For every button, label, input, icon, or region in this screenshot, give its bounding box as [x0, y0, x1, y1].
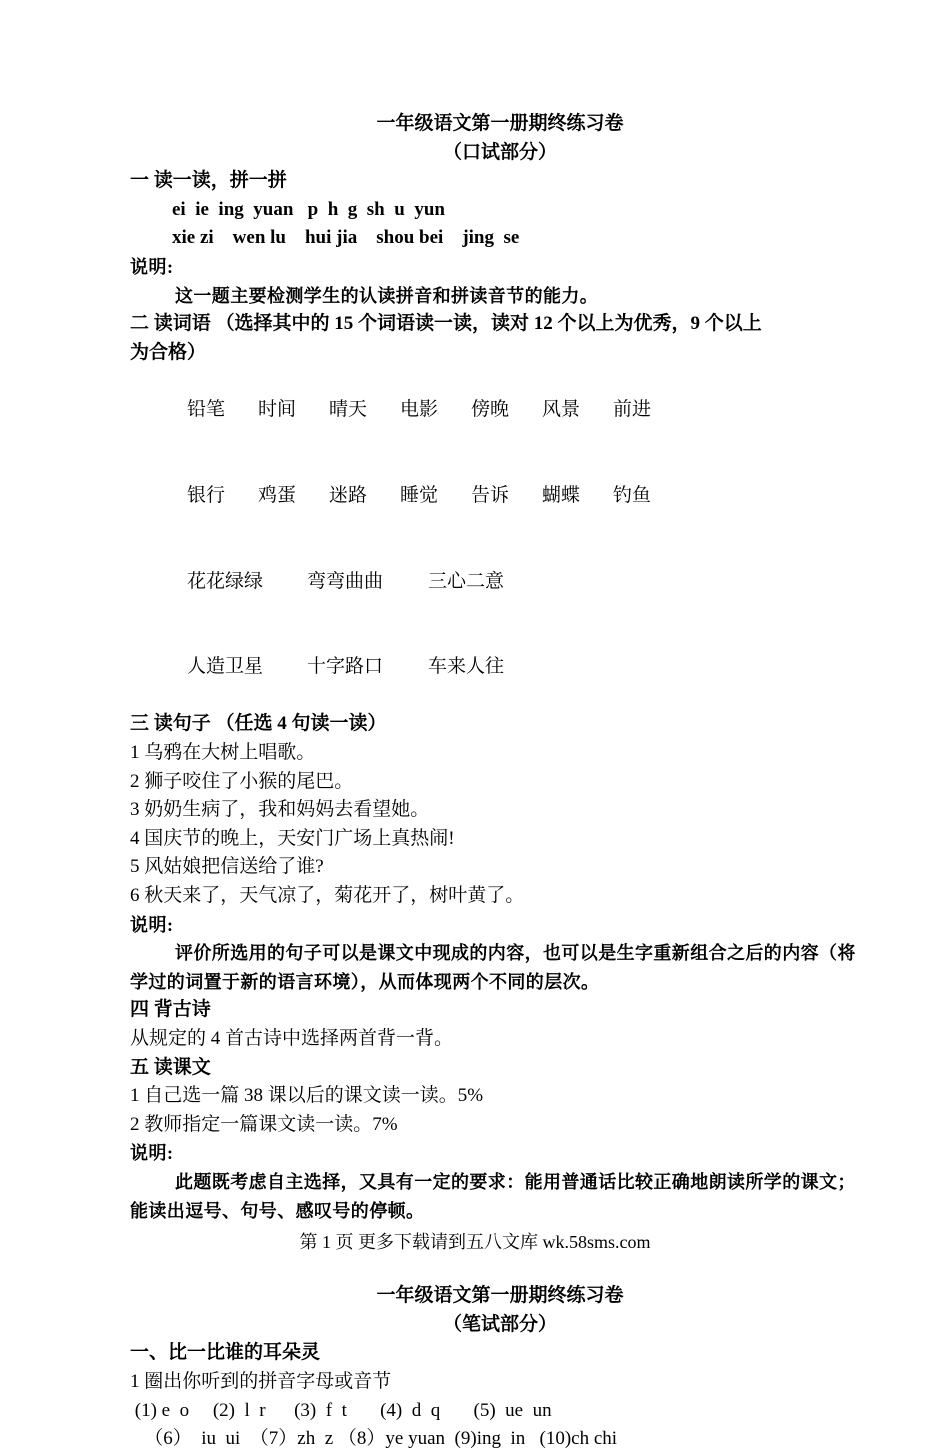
section-1-heading: 一 读一读，拼一拼	[130, 170, 287, 192]
pinyin-options-line-1: (1) e o (2) l r (3) f t (4) d q (5) ue un	[130, 1399, 552, 1421]
section-3-heading: 三 读句子 （任选 4 句读一读）	[130, 713, 387, 735]
word: 十字路口	[307, 656, 384, 678]
section-2-heading-cont: 为合格）	[130, 341, 207, 363]
sentence: 2 狮子咬住了小猴的尾巴。	[130, 770, 354, 792]
note-label: 说明:	[130, 256, 174, 277]
section-5-heading: 五 读课文	[130, 1056, 211, 1078]
word: 晴天	[329, 398, 368, 420]
word: 迷路	[329, 484, 368, 506]
word: 电影	[400, 398, 439, 420]
written-section-1-heading: 一、比一比谁的耳朵灵	[130, 1342, 321, 1364]
section-5-item: 1 自己选一篇 38 课以后的课文读一读。5%	[130, 1085, 484, 1107]
word-row-1	[130, 367, 870, 453]
pinyin-options-line-2: （6） iu ui （7）zh z （8）ye yuan (9)ing in (10)ch chi	[130, 1428, 618, 1450]
pinyin-line-1: ei ie ing yuan p h g sh u yun	[172, 198, 445, 220]
section-4-heading: 四 背古诗	[130, 999, 211, 1021]
oral-title: 一年级语文第一册期终练习卷	[376, 113, 624, 134]
word-row-4	[130, 625, 870, 711]
note-label: 说明:	[130, 1143, 174, 1164]
word: 睡觉	[400, 484, 439, 506]
word: 蝴蝶	[542, 484, 581, 506]
word: 钓鱼	[613, 484, 652, 506]
word: 前进	[613, 398, 652, 420]
sentence: 4 国庆节的晚上，天安门广场上真热闹!	[130, 827, 455, 849]
page-footer: 第 1 页 更多下载请到五八文库 wk.58sms.com	[299, 1232, 651, 1252]
word: 弯弯曲曲	[307, 570, 384, 592]
written-question-1: 1 圈出你听到的拼音字母或音节	[130, 1370, 392, 1392]
note-text: 评价所选用的句子可以是课文中现成的内容，也可以是生字重新组合之后的内容（将学过的词置于新的语言环境），从而体现两个不同的层次。	[130, 943, 856, 992]
word: 三心二意	[428, 570, 505, 592]
word: 银行	[187, 484, 226, 506]
note-text: 这一题主要检测学生的认读拼音和拼读音节的能力。	[175, 285, 599, 306]
section-4-text: 从规定的 4 首古诗中选择两首背一背。	[130, 1028, 454, 1049]
pinyin-line-2: xie zi wen lu hui jia shou bei jing se	[172, 227, 520, 249]
word: 花花绿绿	[187, 570, 264, 592]
word: 风景	[542, 398, 581, 420]
word-row-2	[130, 453, 870, 539]
word: 车来人往	[428, 656, 505, 678]
note-text: 此题既考虑自主选择，又具有一定的要求：能用普通话比较正确地朗读所学的课文；能读出逗号、句号、感叹号的停顿。	[130, 1171, 856, 1221]
word-row-3	[130, 539, 870, 625]
written-title: 一年级语文第一册期终练习卷	[376, 1285, 624, 1307]
sentence: 1 乌鸦在大树上唱歌。	[130, 742, 316, 764]
word: 铅笔	[187, 398, 226, 420]
oral-subtitle: （口试部分）	[442, 141, 557, 163]
section-5-item: 2 教师指定一篇课文读一读。7%	[130, 1113, 398, 1135]
sentence: 3 奶奶生病了，我和妈妈去看望她。	[130, 799, 430, 821]
word: 人造卫星	[187, 656, 264, 678]
written-subtitle: （笔试部分）	[442, 1313, 557, 1335]
sentence: 6 秋天来了，天气凉了，菊花开了，树叶黄了。	[130, 885, 525, 907]
word: 告诉	[471, 484, 510, 506]
section-2-heading: 二 读词语 （选择其中的 15 个词语读一读，读对 12 个以上为优秀，9 个以上	[130, 313, 762, 335]
note-label: 说明:	[130, 914, 174, 935]
sentence: 5 风姑娘把信送给了谁?	[130, 856, 324, 878]
word: 鸡蛋	[258, 484, 297, 506]
word: 时间	[258, 398, 297, 420]
word: 傍晚	[471, 398, 510, 420]
